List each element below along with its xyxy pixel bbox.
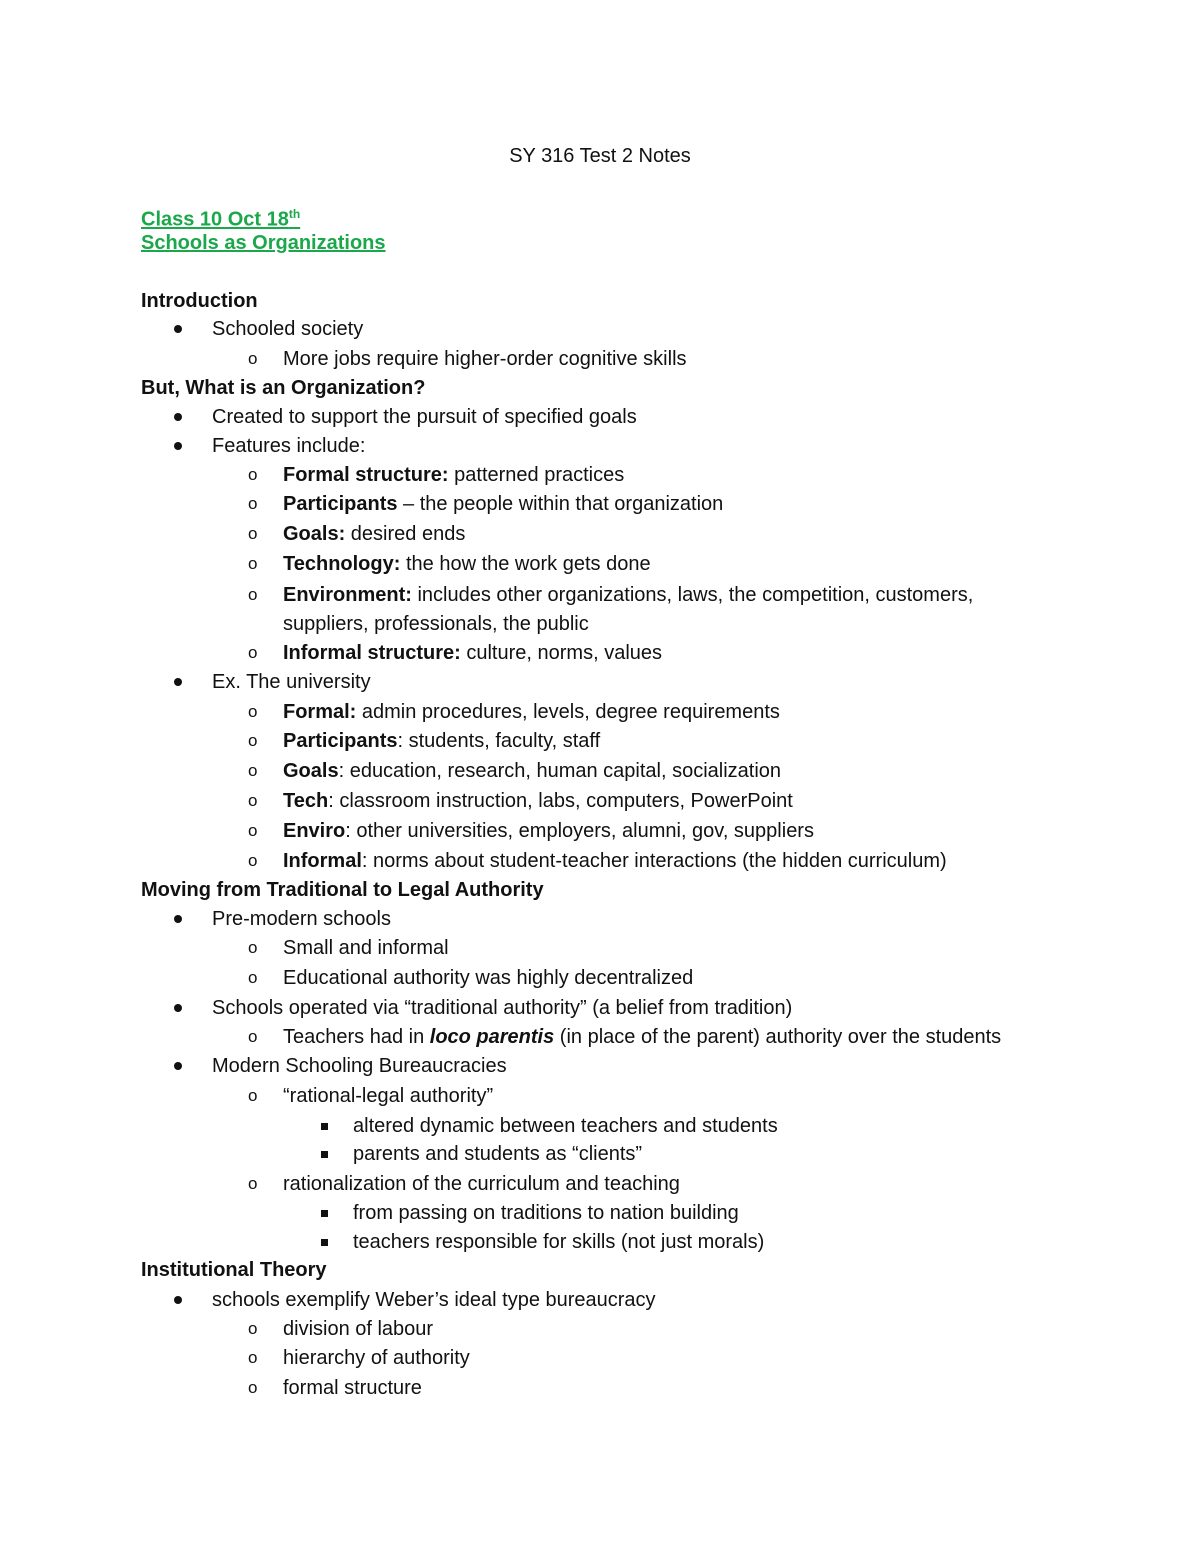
circle-bullet-icon: o bbox=[248, 851, 258, 870]
bullet-icon bbox=[174, 678, 182, 686]
circle-bullet-icon: o bbox=[248, 554, 258, 573]
bullet-icon bbox=[174, 413, 182, 421]
list-item: o formal structure bbox=[248, 1377, 422, 1399]
circle-bullet-icon: o bbox=[248, 1378, 258, 1397]
circle-bullet-icon: o bbox=[248, 1086, 258, 1105]
section-heading-authority: Moving from Traditional to Legal Authority bbox=[141, 879, 544, 901]
circle-bullet-icon: o bbox=[248, 585, 258, 604]
list-item: Features include: bbox=[212, 434, 365, 458]
circle-bullet-icon: o bbox=[248, 524, 258, 543]
bullet-icon bbox=[174, 442, 182, 450]
bullet-icon bbox=[174, 1062, 182, 1070]
list-item: Ex. The university bbox=[212, 670, 371, 694]
square-bullet-icon bbox=[321, 1123, 328, 1130]
square-bullet-icon bbox=[321, 1151, 328, 1158]
list-item: o Goals: education, research, human capital, socialization bbox=[248, 760, 782, 782]
circle-bullet-icon: o bbox=[248, 1319, 258, 1338]
circle-bullet-icon: o bbox=[248, 791, 258, 810]
list-item: o Goals: desired ends bbox=[248, 523, 466, 545]
class-heading-text: Class 10 Oct 18 bbox=[141, 208, 289, 231]
section-heading-introduction: Introduction bbox=[141, 290, 258, 312]
bullet-icon bbox=[174, 915, 182, 923]
list-item: schools exemplify Weber’s ideal type bureaucracy bbox=[212, 1288, 656, 1312]
list-item: o division of labour bbox=[248, 1318, 434, 1340]
list-item: from passing on traditions to nation building bbox=[353, 1201, 739, 1225]
page-title: SY 316 Test 2 Notes bbox=[509, 145, 691, 167]
bullet-icon bbox=[174, 325, 182, 333]
class-heading bbox=[141, 202, 300, 232]
circle-bullet-icon: o bbox=[248, 702, 258, 721]
list-item: o Small and informal bbox=[248, 937, 449, 959]
square-bullet-icon bbox=[321, 1239, 328, 1246]
list-item: o More jobs require higher-order cognitive skills bbox=[248, 348, 687, 370]
list-item: o “rational-legal authority” bbox=[248, 1085, 494, 1107]
list-item: o Formal: admin procedures, levels, degree requirements bbox=[248, 701, 780, 723]
topic-heading: Schools as Organizations bbox=[141, 232, 386, 254]
list-item: o Formal structure: patterned practices bbox=[248, 464, 625, 486]
list-item: o Teachers had in loco parentis (in place of the parent) authority over the students bbox=[248, 1026, 1002, 1048]
list-item: o Enviro: other universities, employers, alumni, gov, suppliers bbox=[248, 820, 814, 842]
list-item-continuation: suppliers, professionals, the public bbox=[283, 613, 589, 635]
circle-bullet-icon: o bbox=[248, 1027, 258, 1046]
list-item: teachers responsible for skills (not just morals) bbox=[353, 1230, 764, 1254]
circle-bullet-icon: o bbox=[248, 968, 258, 987]
list-item: altered dynamic between teachers and students bbox=[353, 1114, 778, 1138]
list-item: o Educational authority was highly decentralized bbox=[248, 967, 694, 989]
list-item: o Tech: classroom instruction, labs, computers, PowerPoint bbox=[248, 790, 793, 812]
list-item: o Environment: includes other organizations, laws, the competition, customers, bbox=[248, 584, 974, 606]
circle-bullet-icon: o bbox=[248, 349, 258, 368]
list-item: parents and students as “clients” bbox=[353, 1142, 642, 1166]
circle-bullet-icon: o bbox=[248, 643, 258, 662]
section-heading-institutional-theory: Institutional Theory bbox=[141, 1259, 327, 1281]
list-item: o rationalization of the curriculum and teaching bbox=[248, 1173, 680, 1195]
circle-bullet-icon: o bbox=[248, 1348, 258, 1367]
list-item: Pre-modern schools bbox=[212, 907, 391, 931]
circle-bullet-icon: o bbox=[248, 494, 258, 513]
square-bullet-icon bbox=[321, 1210, 328, 1217]
list-item: Modern Schooling Bureaucracies bbox=[212, 1054, 507, 1078]
circle-bullet-icon: o bbox=[248, 731, 258, 750]
list-item: Created to support the pursuit of specified goals bbox=[212, 405, 637, 429]
circle-bullet-icon: o bbox=[248, 938, 258, 957]
list-item: Schooled society bbox=[212, 317, 363, 341]
list-item: o Participants: students, faculty, staff bbox=[248, 730, 601, 752]
list-item: o Participants – the people within that organization bbox=[248, 493, 724, 515]
list-item: o hierarchy of authority bbox=[248, 1347, 470, 1369]
circle-bullet-icon: o bbox=[248, 821, 258, 840]
list-item: Schools operated via “traditional authority” (a belief from tradition) bbox=[212, 996, 792, 1020]
circle-bullet-icon: o bbox=[248, 465, 258, 484]
circle-bullet-icon: o bbox=[248, 1174, 258, 1193]
bullet-icon bbox=[174, 1004, 182, 1012]
list-item: o Informal: norms about student-teacher interactions (the hidden curriculum) bbox=[248, 850, 947, 872]
section-heading-organization: But, What is an Organization? bbox=[141, 377, 426, 399]
class-heading-sup: th bbox=[288, 207, 301, 221]
list-item: o Informal structure: culture, norms, values bbox=[248, 642, 663, 664]
bullet-icon bbox=[174, 1296, 182, 1304]
circle-bullet-icon: o bbox=[248, 761, 258, 780]
list-item: o Technology: the how the work gets done bbox=[248, 553, 651, 575]
